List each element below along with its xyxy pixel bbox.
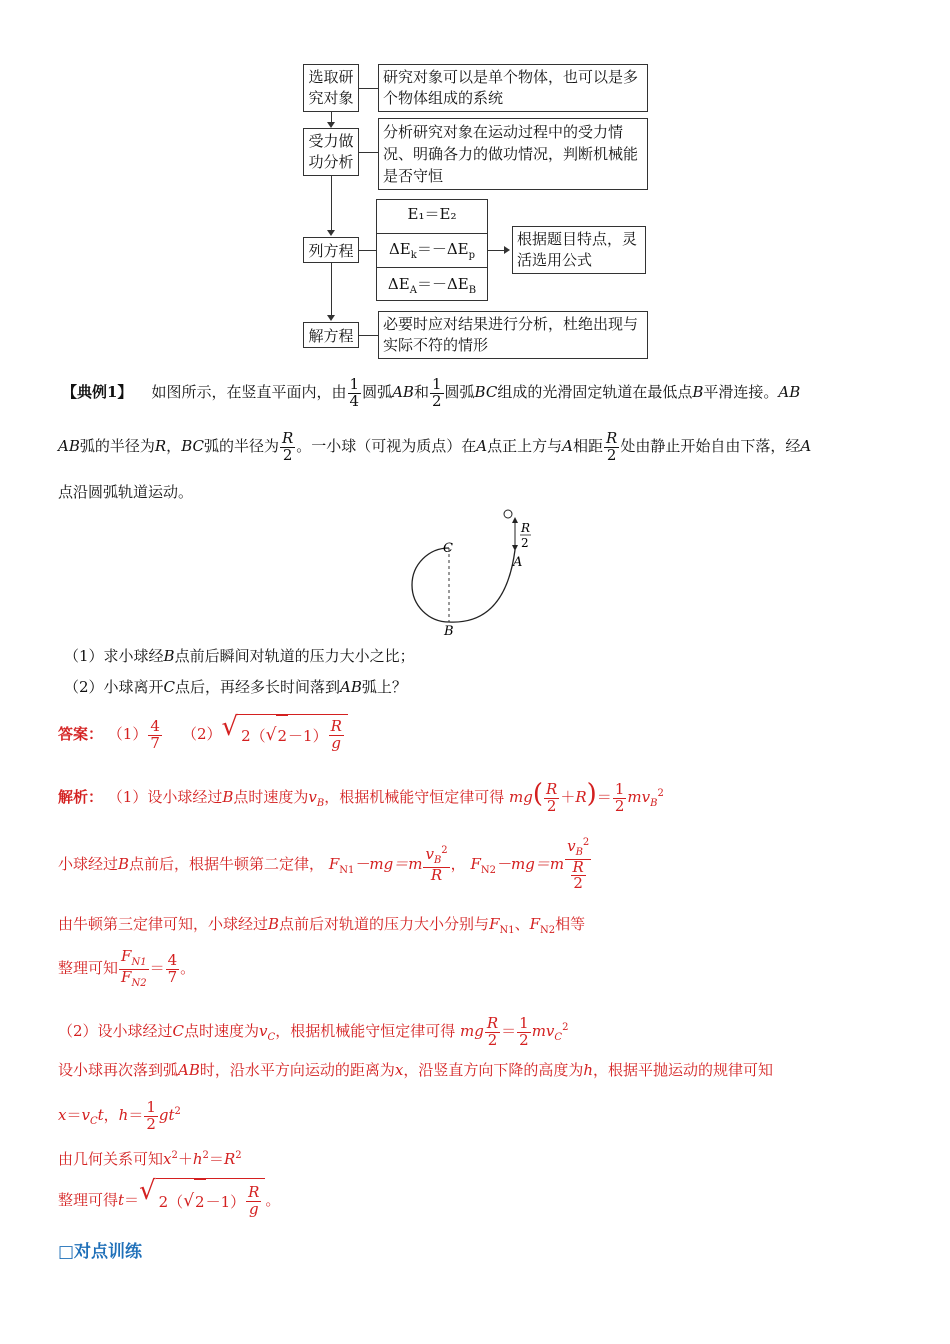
solution-line-7: $x=v_Ct$，h＝ $\frac{1}{2}$ $gt^2$ [58,1097,181,1133]
ball [504,510,512,518]
fraction-r-half: $\frac{R}{2}$ [281,428,294,464]
flow-note-solve: 必要时应对结果进行分析，杜绝出现与实际不符的情形 [378,311,648,359]
training-heading: □对点训练 [58,1242,143,1262]
flow-connector [359,88,378,89]
equation-delta-ek: $\Delta E_k=-\Delta E_p$ [388,240,476,261]
arrow-right-icon [504,246,510,254]
arrowhead-icon [512,517,518,523]
flow-connector [359,250,376,251]
arc-ab [449,550,515,622]
solution-line-8: 由几何关系可知$x^2+h^2=R^2$ [58,1150,242,1168]
label-r: R [521,521,531,535]
fraction-half: $\frac{1}{2}$ [431,374,442,410]
fraction-r-half: $\frac{R}{2}$ [606,428,618,464]
answer-label: 答案： [58,725,104,743]
arrow-down-icon [327,230,335,236]
solution-label: 解析： [58,788,104,806]
answer-ratio: $\frac{4}{7}$ [150,716,160,752]
question-1: （1）求小球经B点前后瞬间对轨道的压力大小之比； [64,647,415,665]
label-2: 2 [521,536,529,550]
flow-note-equation: 根据题目特点，灵活选用公式 [512,226,646,274]
solution-time-root: √ 2（ √ 2 －1） $\frac{R}{g}$ [139,1178,265,1224]
label-b: B [444,624,454,639]
flow-connector [359,152,378,153]
flow-step-select-object: 选取研究对象 [303,64,359,112]
solution-line-9: 整理可得t＝ √ 2（ √ 2 －1） $\frac{R}{g}$ 。 [58,1178,280,1224]
flow-divider [376,233,488,234]
flow-step-force-analysis: 受力做功分析 [303,128,359,176]
label-a: A [513,555,523,570]
answer-time-root: √ 2（ √ 2 －1） $\frac{R}{g}$ [222,714,348,756]
example-line-3: 点沿圆弧轨道运动。 [58,483,194,501]
solution-line-3: 由牛顿第三定律可知，小球经过B点前后对轨道的压力大小分别与$F_{N1}$、$F_{N2}$相等 [58,915,586,936]
track-figure [405,505,555,640]
equation-e1-e2: E₁＝E₂ [407,205,457,223]
solution-line-6: 设小球再次落到弧AB时，沿水平方向运动的距离为x，沿竖直方向下降的高度为h，根据平抛运动的规律可知 [58,1061,774,1079]
answer-line: 答案： （1） $\frac{4}{7}$ （2） √ 2（ √ 2 －1） $\frac{R}{g}$ [58,714,348,756]
flow-step-solve: 解方程 [303,322,359,348]
solution-line-1: 解析： （1）设小球经过B点时速度为$v_B$，根据机械能守恒定律可得 mg( $\frac{R}{2}$ ＋R)＝ $\frac{1}{2}$ $mv_B^2$ [58,779,664,815]
flow-connector [359,335,378,336]
flow-arrow-shaft [331,263,332,318]
example-line-2: AB弧的半径为R，BC弧的半径为 $\frac{R}{2}$ 。一小球（可视为质点）在A点正上方与A相距 $\frac{R}{2}$ 处由静止开始自由下落，经A [58,428,812,464]
flow-divider [376,267,488,268]
solution-line-4: 整理可知 $\frac{F_{N1}}{F_{N2}}$ ＝ $\frac{4}{7}$ 。 [58,947,196,989]
flow-note-force: 分析研究对象在运动过程中的受力情况、明确各力的做功情况，判断机械能是否守恒 [378,118,648,190]
flow-step-equation: 列方程 [303,237,359,263]
flow-note-object: 研究对象可以是单个物体，也可以是多个物体组成的系统 [378,64,648,112]
fraction-quarter: $\frac{1}{4}$ [349,374,360,410]
example-line-1: 【典例1】 如图所示，在竖直平面内，由 $\frac{1}{4}$ 圆弧AB和 $\frac{1}{2}$ 圆弧BC组成的光滑固定轨道在最低点B平滑连接。AB [62,374,801,410]
solution-line-5: （2）设小球经过C点时速度为$v_C$，根据机械能守恒定律可得 mg $\frac{R}{2}$ ＝ $\frac{1}{2}$ $mv_C^2$ [58,1013,569,1049]
question-2: （2）小球离开C点后，再经多长时间落到AB弧上？ [64,678,407,696]
arrowhead-icon [512,545,518,551]
label-c: C [443,541,453,556]
flow-arrow-shaft [331,176,332,232]
arrow-down-icon [327,315,335,321]
solution-line-2: 小球经过B点前后，根据牛顿第二定律， $F_{N1}-mg=m$ $\frac{v_B^2}{R}$ ， $F_{N2}-mg=m$ $\frac{v_B^2}{\frac{R}{2}}$ [58,837,590,893]
equation-delta-ea: $\Delta E_A=-\Delta E_B$ [387,275,477,296]
example-label: 【典例1】 [62,383,133,401]
arc-bc [412,548,449,622]
